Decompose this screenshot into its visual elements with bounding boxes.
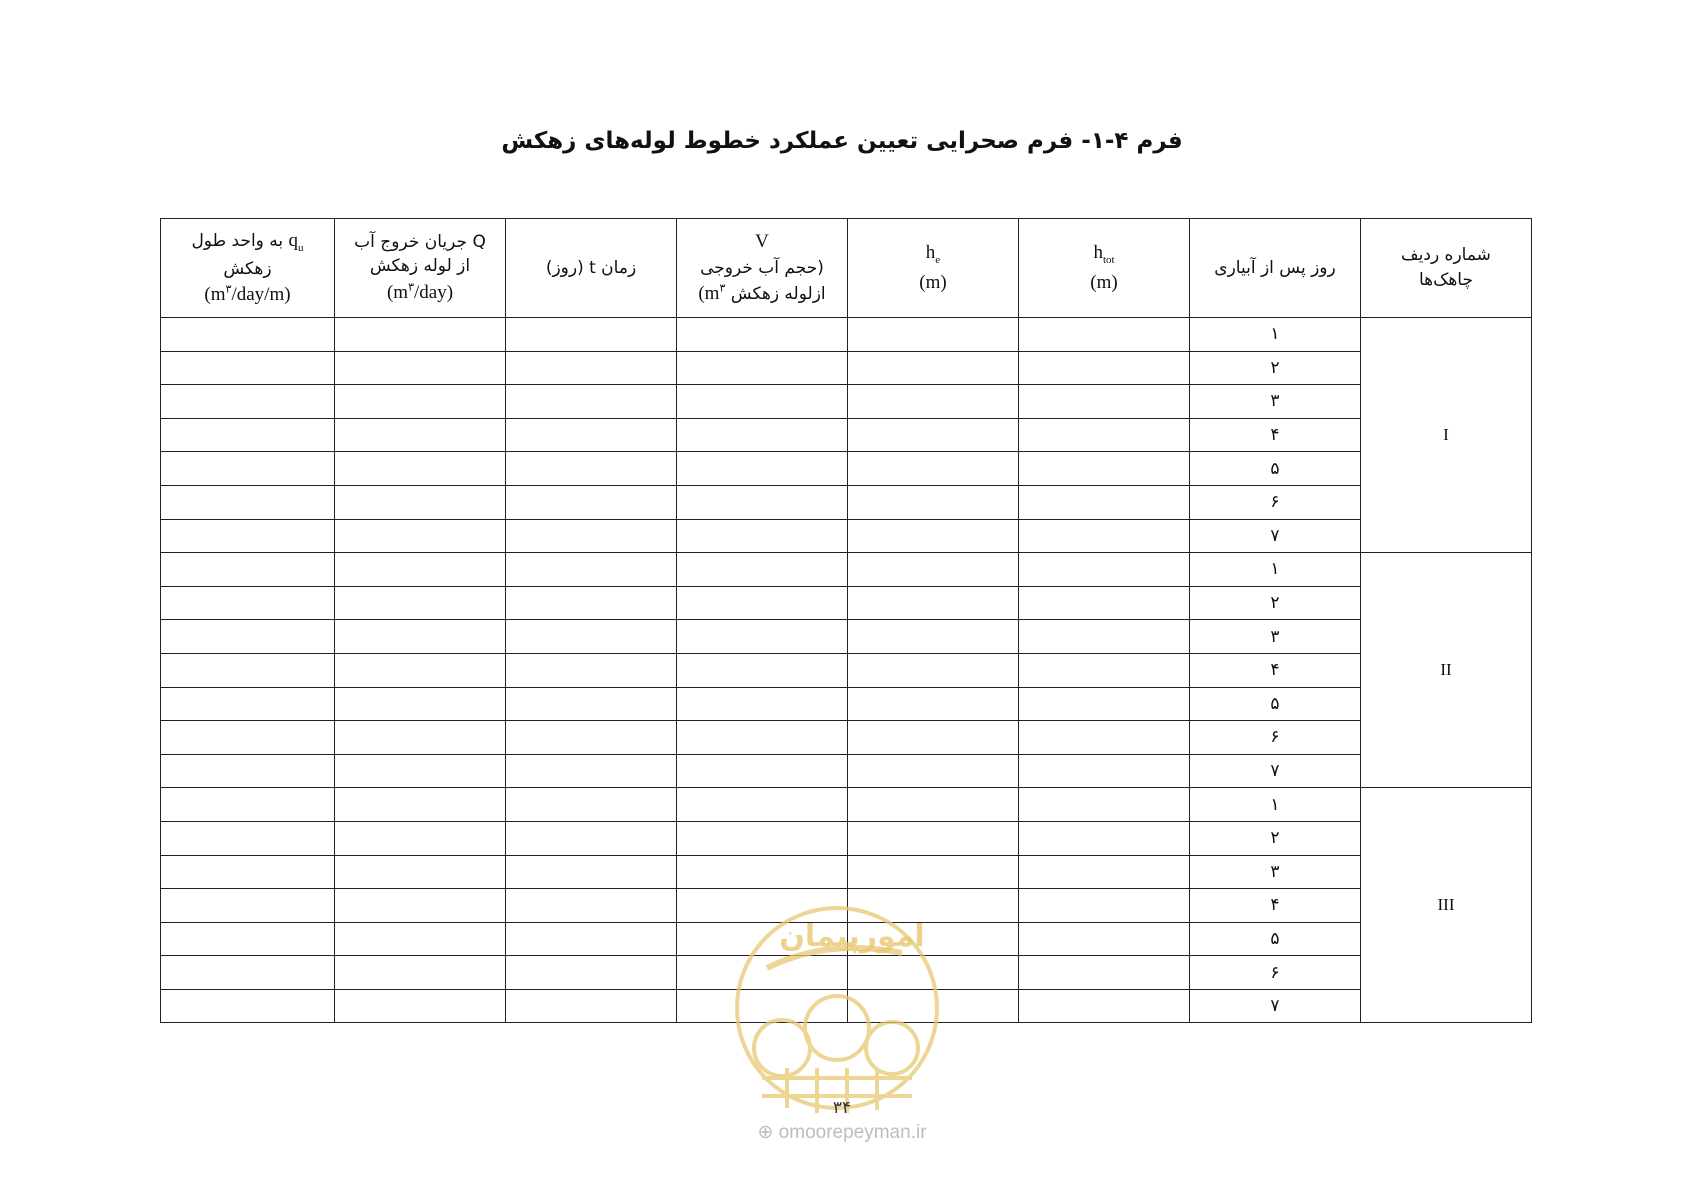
entry-cell[interactable]: [848, 788, 1019, 822]
entry-cell[interactable]: [161, 956, 335, 990]
entry-cell[interactable]: [1019, 821, 1190, 855]
entry-cell[interactable]: [335, 922, 506, 956]
watermark-site-text: omoorepeyman.ir: [778, 1122, 927, 1143]
qu-symbol: q: [288, 230, 299, 252]
entry-cell[interactable]: [677, 586, 848, 620]
watermark-site: ⊕ omoorepeyman.ir: [757, 1122, 927, 1143]
entry-cell[interactable]: [335, 721, 506, 755]
header-discharge: [335, 219, 506, 318]
header-volume: [677, 219, 848, 318]
table-row: [161, 754, 1532, 788]
day-cell: ۴: [1190, 418, 1361, 452]
entry-cell[interactable]: [161, 418, 335, 452]
entry-cell[interactable]: [677, 553, 848, 587]
day-cell: ۶: [1190, 485, 1361, 519]
day-cell: ۳: [1190, 385, 1361, 419]
entry-cell[interactable]: [1019, 620, 1190, 654]
entry-cell[interactable]: [506, 989, 677, 1023]
entry-cell[interactable]: [1019, 721, 1190, 755]
header-htot: [1019, 219, 1190, 318]
header-row-number-line1: شماره ردیف: [1401, 245, 1491, 266]
entry-cell[interactable]: [677, 385, 848, 419]
table-row: [161, 586, 1532, 620]
entry-cell[interactable]: [1019, 351, 1190, 385]
q-unit-sup: ۳: [408, 281, 414, 294]
table-row: [161, 385, 1532, 419]
qu-unit-a: (m: [204, 284, 226, 306]
entry-cell[interactable]: [161, 485, 335, 519]
entry-cell[interactable]: [848, 485, 1019, 519]
entry-cell[interactable]: [335, 956, 506, 990]
entry-cell[interactable]: [161, 922, 335, 956]
entry-cell[interactable]: [161, 620, 335, 654]
entry-cell[interactable]: [1019, 586, 1190, 620]
entry-cell[interactable]: [506, 351, 677, 385]
day-cell: ۶: [1190, 721, 1361, 755]
entry-cell[interactable]: [677, 452, 848, 486]
q-unit-a: (m: [386, 281, 409, 303]
header-row: [161, 219, 1532, 318]
header-row-number: [1361, 219, 1532, 318]
entry-cell[interactable]: [506, 318, 677, 352]
entry-cell[interactable]: [848, 385, 1019, 419]
day-cell: ۱: [1190, 553, 1361, 587]
q-line1: Q جریان خروج آب: [354, 231, 486, 252]
entry-cell[interactable]: [335, 519, 506, 553]
entry-cell[interactable]: [1019, 889, 1190, 923]
entry-cell[interactable]: [848, 721, 1019, 755]
entry-cell[interactable]: [161, 653, 335, 687]
entry-cell[interactable]: [677, 351, 848, 385]
entry-cell[interactable]: [335, 989, 506, 1023]
entry-cell[interactable]: [335, 418, 506, 452]
entry-cell[interactable]: [335, 653, 506, 687]
entry-cell[interactable]: [161, 318, 335, 352]
entry-cell[interactable]: [335, 821, 506, 855]
entry-cell[interactable]: [161, 351, 335, 385]
entry-cell[interactable]: [677, 922, 848, 956]
entry-cell[interactable]: [677, 519, 848, 553]
day-cell: ۵: [1190, 922, 1361, 956]
entry-cell[interactable]: [506, 922, 677, 956]
entry-cell[interactable]: [161, 553, 335, 587]
entry-cell[interactable]: [161, 586, 335, 620]
entry-cell[interactable]: [677, 754, 848, 788]
table-row: [161, 821, 1532, 855]
entry-cell[interactable]: [506, 821, 677, 855]
qu-unit-sup: ۳: [225, 284, 232, 297]
entry-cell[interactable]: [1019, 687, 1190, 721]
entry-cell[interactable]: [677, 989, 848, 1023]
entry-cell[interactable]: [506, 485, 677, 519]
entry-cell[interactable]: [506, 586, 677, 620]
table-row: [161, 553, 1532, 587]
watermark-logo-text: امورپیمان: [779, 919, 925, 954]
entry-cell[interactable]: [848, 922, 1019, 956]
header-day-label: روز پس از آبیاری: [1214, 257, 1336, 278]
entry-cell[interactable]: [506, 956, 677, 990]
entry-cell[interactable]: [335, 620, 506, 654]
entry-cell[interactable]: [677, 620, 848, 654]
table-row: [161, 956, 1532, 990]
entry-cell[interactable]: [848, 956, 1019, 990]
entry-cell[interactable]: [161, 989, 335, 1023]
table-row: [161, 855, 1532, 889]
v-symbol: V: [755, 231, 769, 253]
entry-cell[interactable]: [161, 452, 335, 486]
entry-cell[interactable]: [506, 418, 677, 452]
entry-cell[interactable]: [848, 989, 1019, 1023]
v-line3: ازلوله زهکش: [730, 284, 826, 305]
day-cell: ۷: [1190, 754, 1361, 788]
table-row: [161, 318, 1532, 352]
day-cell: ۷: [1190, 989, 1361, 1023]
entry-cell[interactable]: [848, 687, 1019, 721]
qu-line1-rest: به واحد طول: [191, 231, 289, 252]
entry-cell[interactable]: [1019, 956, 1190, 990]
table-row: [161, 351, 1532, 385]
page-number: ۳۴: [832, 1098, 852, 1118]
table-row: [161, 519, 1532, 553]
htot-unit: (m): [1090, 272, 1118, 294]
header-unit-discharge: [161, 219, 335, 318]
entry-cell[interactable]: [1019, 788, 1190, 822]
header-day: [1190, 219, 1361, 318]
entry-cell[interactable]: [848, 620, 1019, 654]
entry-cell[interactable]: [848, 855, 1019, 889]
entry-cell[interactable]: [335, 318, 506, 352]
day-cell: ۳: [1190, 855, 1361, 889]
entry-cell[interactable]: [1019, 318, 1190, 352]
entry-cell[interactable]: [161, 385, 335, 419]
table-row: [161, 922, 1532, 956]
entry-cell[interactable]: [161, 721, 335, 755]
day-cell: ۶: [1190, 956, 1361, 990]
header-row-number-line2: چاهک‌ها: [1418, 270, 1473, 290]
entry-cell[interactable]: [677, 318, 848, 352]
entry-cell[interactable]: [848, 821, 1019, 855]
entry-cell[interactable]: [848, 889, 1019, 923]
entry-cell[interactable]: [335, 687, 506, 721]
entry-cell[interactable]: [1019, 653, 1190, 687]
group-cell: II: [1361, 553, 1532, 788]
entry-cell[interactable]: [506, 889, 677, 923]
htot-subscript: tot: [1102, 254, 1115, 267]
table-body: [161, 318, 1532, 1023]
group-cell: III: [1361, 788, 1532, 1023]
day-cell: ۴: [1190, 653, 1361, 687]
qu-subscript: u: [298, 241, 304, 254]
table-row: [161, 452, 1532, 486]
entry-cell[interactable]: [1019, 855, 1190, 889]
entry-cell[interactable]: [506, 653, 677, 687]
entry-cell[interactable]: [1019, 989, 1190, 1023]
entry-cell[interactable]: [335, 452, 506, 486]
entry-cell[interactable]: [677, 418, 848, 452]
entry-cell[interactable]: [677, 721, 848, 755]
table-row: [161, 687, 1532, 721]
entry-cell[interactable]: [161, 821, 335, 855]
entry-cell[interactable]: [335, 788, 506, 822]
entry-cell[interactable]: [506, 855, 677, 889]
entry-cell[interactable]: [335, 485, 506, 519]
entry-cell[interactable]: [1019, 922, 1190, 956]
entry-cell[interactable]: [161, 855, 335, 889]
entry-cell[interactable]: [1019, 452, 1190, 486]
entry-cell[interactable]: [506, 553, 677, 587]
entry-cell[interactable]: [848, 452, 1019, 486]
entry-cell[interactable]: [335, 553, 506, 587]
day-cell: ۳: [1190, 620, 1361, 654]
day-cell: ۲: [1190, 586, 1361, 620]
day-cell: ۱: [1190, 788, 1361, 822]
he-unit: (m): [919, 272, 947, 294]
entry-cell[interactable]: [677, 821, 848, 855]
entry-cell[interactable]: [161, 687, 335, 721]
entry-cell[interactable]: [506, 754, 677, 788]
day-cell: ۵: [1190, 687, 1361, 721]
day-cell: ۲: [1190, 821, 1361, 855]
he-symbol: h: [925, 242, 936, 264]
entry-cell[interactable]: [677, 485, 848, 519]
entry-cell[interactable]: [677, 889, 848, 923]
table-row: [161, 989, 1532, 1023]
entry-cell[interactable]: [506, 721, 677, 755]
q-line2: از لوله زهکش: [369, 256, 471, 277]
entry-cell[interactable]: [848, 754, 1019, 788]
t-label: زمان t (روز): [545, 257, 637, 278]
entry-cell[interactable]: [506, 519, 677, 553]
entry-cell[interactable]: [335, 351, 506, 385]
v-unit: (m: [698, 283, 720, 305]
entry-cell[interactable]: [506, 452, 677, 486]
form-title: فرم ۴-۱- فرم صحرایی تعیین عملکرد خطوط لوله‌های زهکش: [501, 128, 1183, 154]
table-row: [161, 788, 1532, 822]
group-cell: I: [1361, 318, 1532, 553]
entry-cell[interactable]: [677, 687, 848, 721]
entry-cell[interactable]: [1019, 485, 1190, 519]
entry-cell[interactable]: [848, 351, 1019, 385]
entry-cell[interactable]: [335, 889, 506, 923]
entry-cell[interactable]: [1019, 553, 1190, 587]
header-he: [848, 219, 1019, 318]
table-row: [161, 721, 1532, 755]
entry-cell[interactable]: [677, 788, 848, 822]
entry-cell[interactable]: [506, 687, 677, 721]
entry-cell[interactable]: [848, 519, 1019, 553]
day-cell: ۷: [1190, 519, 1361, 553]
entry-cell[interactable]: [1019, 385, 1190, 419]
v-line2: (حجم آب خروجی: [700, 257, 824, 278]
entry-cell[interactable]: [848, 653, 1019, 687]
entry-cell[interactable]: [677, 855, 848, 889]
entry-cell[interactable]: [161, 889, 335, 923]
day-cell: ۱: [1190, 318, 1361, 352]
htot-symbol: h: [1093, 242, 1103, 264]
table-row: [161, 653, 1532, 687]
entry-cell[interactable]: [161, 519, 335, 553]
table-row: [161, 485, 1532, 519]
entry-cell[interactable]: [1019, 418, 1190, 452]
table-row: [161, 889, 1532, 923]
entry-cell[interactable]: [161, 754, 335, 788]
entry-cell[interactable]: [1019, 519, 1190, 553]
entry-cell[interactable]: [848, 553, 1019, 587]
entry-cell[interactable]: [1019, 754, 1190, 788]
entry-cell[interactable]: [506, 788, 677, 822]
q-unit-b: /day): [413, 281, 454, 303]
entry-cell[interactable]: [506, 620, 677, 654]
entry-cell[interactable]: [848, 418, 1019, 452]
header-time: [506, 219, 677, 318]
entry-cell[interactable]: [677, 956, 848, 990]
qu-unit-b: /day/m): [231, 284, 291, 306]
v-unit-sup: ۳: [719, 282, 726, 295]
entry-cell[interactable]: [506, 385, 677, 419]
drain-performance-table: [160, 218, 1532, 1023]
entry-cell[interactable]: [848, 318, 1019, 352]
entry-cell[interactable]: [161, 788, 335, 822]
entry-cell[interactable]: [335, 754, 506, 788]
qu-line2: زهکش: [223, 258, 272, 279]
he-subscript: e: [935, 254, 941, 267]
table-row: [161, 418, 1532, 452]
entry-cell[interactable]: [848, 586, 1019, 620]
entry-cell[interactable]: [335, 586, 506, 620]
entry-cell[interactable]: [677, 653, 848, 687]
table-row: [161, 620, 1532, 654]
day-cell: ۴: [1190, 889, 1361, 923]
day-cell: ۲: [1190, 351, 1361, 385]
entry-cell[interactable]: [335, 385, 506, 419]
day-cell: ۵: [1190, 452, 1361, 486]
entry-cell[interactable]: [335, 855, 506, 889]
